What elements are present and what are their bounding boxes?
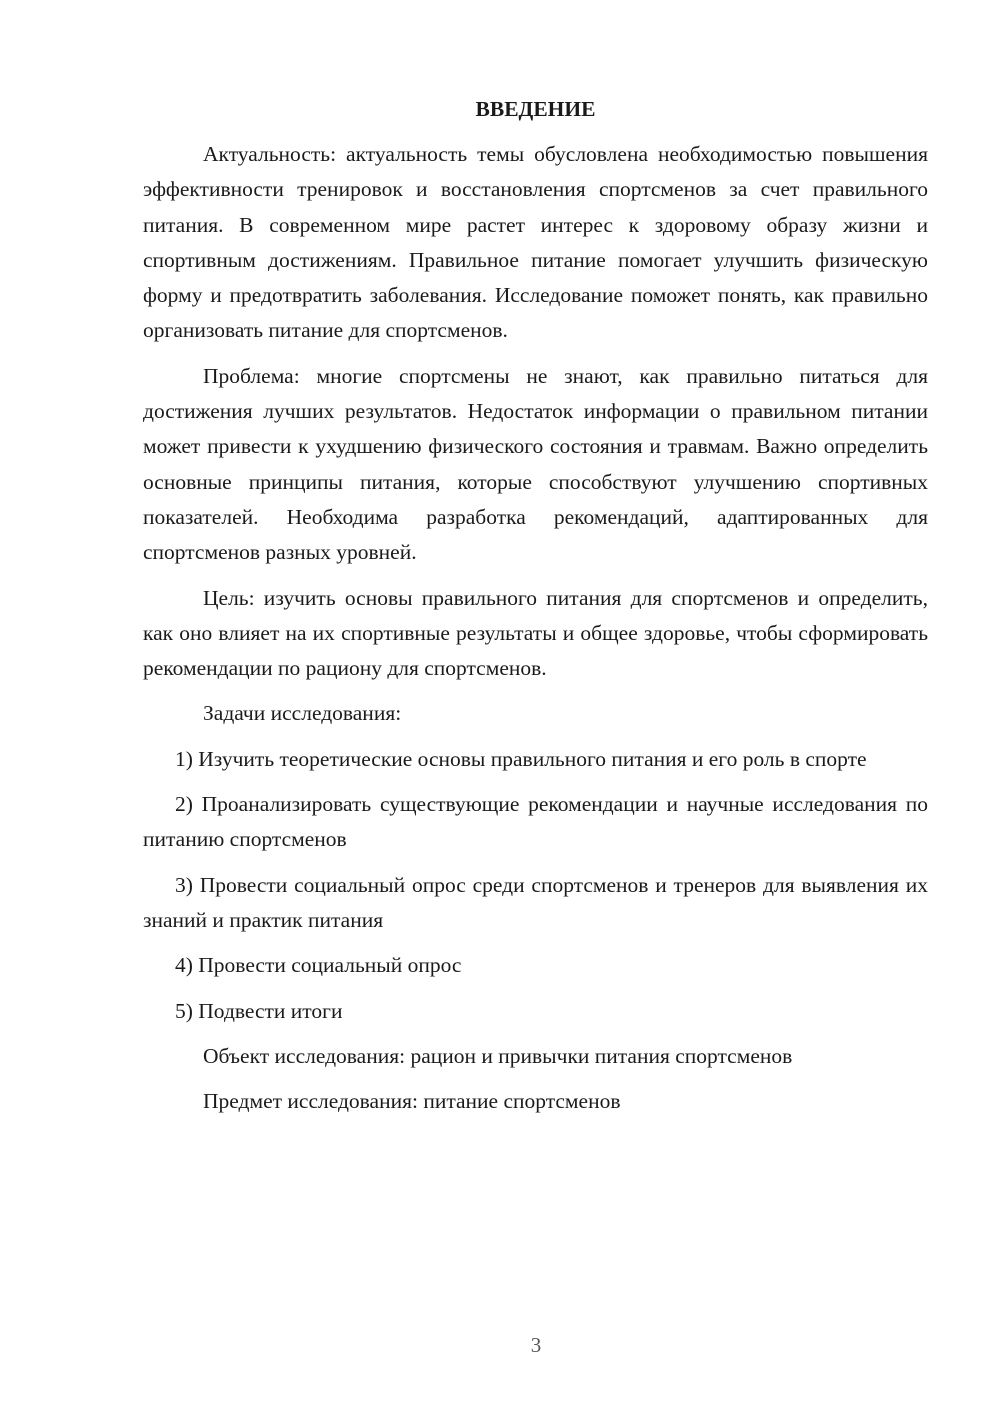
paragraph-goal: Цель: изучить основы правильного питания для спортсменов и определить, как оно влияет на их спортивные результаты и общее здоровье, чтобы сформировать рекомендации по рациону для спортсменов.: [143, 585, 928, 681]
page-number: 3: [530, 1333, 542, 1357]
section-title: ВВЕДЕНИЕ: [475, 97, 596, 121]
research-object: Объект исследования: рацион и привычки питания спортсменов: [203, 1043, 793, 1068]
task-item-2: 2) Проанализировать существующие рекомендации и научные исследования по питанию спортсменов: [143, 792, 928, 852]
task-item-3: 3) Провести социальный опрос среди спортсменов и тренеров для выявления их знаний и практик питания: [143, 872, 928, 932]
paragraph-relevance: Актуальность: актуальность темы обусловлена необходимостью повышения эффективности тренировок и восстановления спортсменов за счет правильного питания. В современном мире растет интерес к здоровому образу жизни и спортивным достижениям. Правильное питание помогает улучшить физическую форму и предотвратить заболевания. Исследование поможет понять, как правильно организовать питание для спортсменов.: [143, 142, 928, 343]
tasks-heading: Задачи исследования:: [203, 701, 402, 726]
research-subject: Предмет исследования: питание спортсменов: [203, 1089, 621, 1114]
paragraph-problem: Проблема: многие спортсмены не знают, как правильно питаться для достижения лучших результатов. Недостаток информации о правильном питании может привести к ухудшению физического состояния и травмам. Важно определить основные принципы питания, которые способствуют улучшению спортивных показателей. Необходима разработка рекомендаций, адаптированных для спортсменов разных уровней.: [143, 363, 928, 565]
task-item-5: 5) Подвести итоги: [175, 998, 343, 1023]
task-item-1: 1) Изучить теоретические основы правильного питания и его роль в спорте: [175, 746, 867, 771]
task-item-4: 4) Провести социальный опрос: [175, 953, 462, 978]
document-body: [143, 92, 928, 1129]
